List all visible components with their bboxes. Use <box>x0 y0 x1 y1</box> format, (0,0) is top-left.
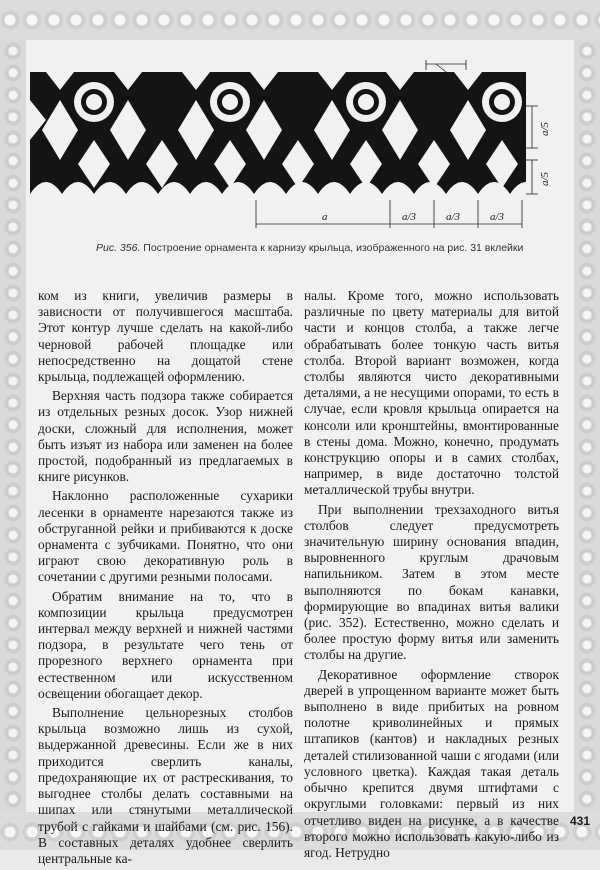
dimension-a-third-label-3: a/3 <box>490 211 505 223</box>
ornament-figure <box>26 60 574 270</box>
paragraph: Декоративное оформление створок дверей в упрощенном варианте может быть выполнено в виде прибитых на ровном полотне криволинейных и прямых штапиков (кантов) и накладных резных деталей стилизованной чаши с ягодами (или условного цветка). Каждая такая деталь обычно крепится двумя штифтами с округлыми головками: первый из них отчетливо виден на рисунке, а в качестве второго можно использовать какую-либо из ягод. Нетрудно <box>304 666 559 860</box>
decorative-border-right <box>574 40 600 812</box>
paragraph: налы. Кроме того, можно использовать различные по цвету материалы для витой части и концов столба, а также легче обрабатывать более тонкую часть витья столба. Второй вариант возможен, когда столбы являются чисто декоративными деталями, а не несущими опорами, то есть в случае, если кровля крыльца опирается на консоли или кронштейны, вмонтированные в стены дома. Можно, конечно, продумать конструкцию опоры и в самих столбах, например, в виде достаточно толстой металлической трубы внутри. <box>304 288 559 498</box>
decorative-border-left <box>0 40 26 812</box>
text-column-left <box>38 288 293 870</box>
figure-number: Рис. 356. <box>96 242 141 254</box>
book-page <box>26 40 574 866</box>
paragraph: Наклонно расположенные сухарики лесенки в орнаменте нарезаются также из обструганной рейки и прибиваются к доске орнамента с зубчиками. Понятно, что они играют свою декоративную роль в сочетании с другими резными полосами. <box>38 488 293 585</box>
dimension-a-third-label-1: a/3 <box>402 211 417 223</box>
page-number: 431 <box>570 814 591 828</box>
paragraph: Обратим внимание на то, что в композиции крыльца предусмотрен интервал между верхней и нижней частями подзора, в результате чего тень от прорезного верхнего орнамента при естественном или искусственном освещении обогащает декор. <box>38 588 293 701</box>
dimension-a-label: a <box>322 211 328 223</box>
paragraph: Выполнение цельнорезных столбов крыльца возможно лишь из сухой, выдержанной древесины. Если же в них приходится сверлить каналы, предохраняющие их от растрескивания, то выгоднее столбы делать составными на шипах или стянутыми металлической трубой с гайками и шайбами (см. рис. 156). В составных деталях удобнее сверлить центральные ка- <box>38 705 293 866</box>
figure-caption <box>96 242 566 254</box>
paragraph: ком из книги, увеличив размеры в зависности от получившегося масштаба. Этот контур лучше сделать на какой-либо черновой рабочей площадке или непосредственно на дощатой стене крыльца, подлежащей оформлению. <box>38 288 293 385</box>
figure-caption-text: Построение орнамента к карнизу крыльца, изображенного на рис. 31 вклейки <box>143 242 524 254</box>
dimension-a-fifth-upper-label: a/5 <box>539 121 551 136</box>
dimension-a-fifth-lower-label: a/5 <box>539 171 551 186</box>
ornament-band <box>30 72 542 194</box>
decorative-border-top <box>0 0 600 40</box>
paragraph: При выполнении трехзаходного витья столбов следует предусмотреть значительную ширину основания впадин, выровненного круглым драчовым напильником. Затем в этом месте выполняются по бокам канавки, формирующие во впадинах витья валики (рис. 352). Естественно, можно сделать и более простую форму витья или заменить столбы на другие. <box>304 501 559 663</box>
text-column-right <box>304 288 559 864</box>
dimension-a-third-label-2: a/3 <box>446 211 461 223</box>
paragraph: Верхняя часть подзора также собирается из отдельных резных досок. Узор нижней доски, сложный для исполнения, может быть изъят из набора или заменен на более простой, подобранный из предлагаемых в книге рисунков. <box>38 388 293 485</box>
